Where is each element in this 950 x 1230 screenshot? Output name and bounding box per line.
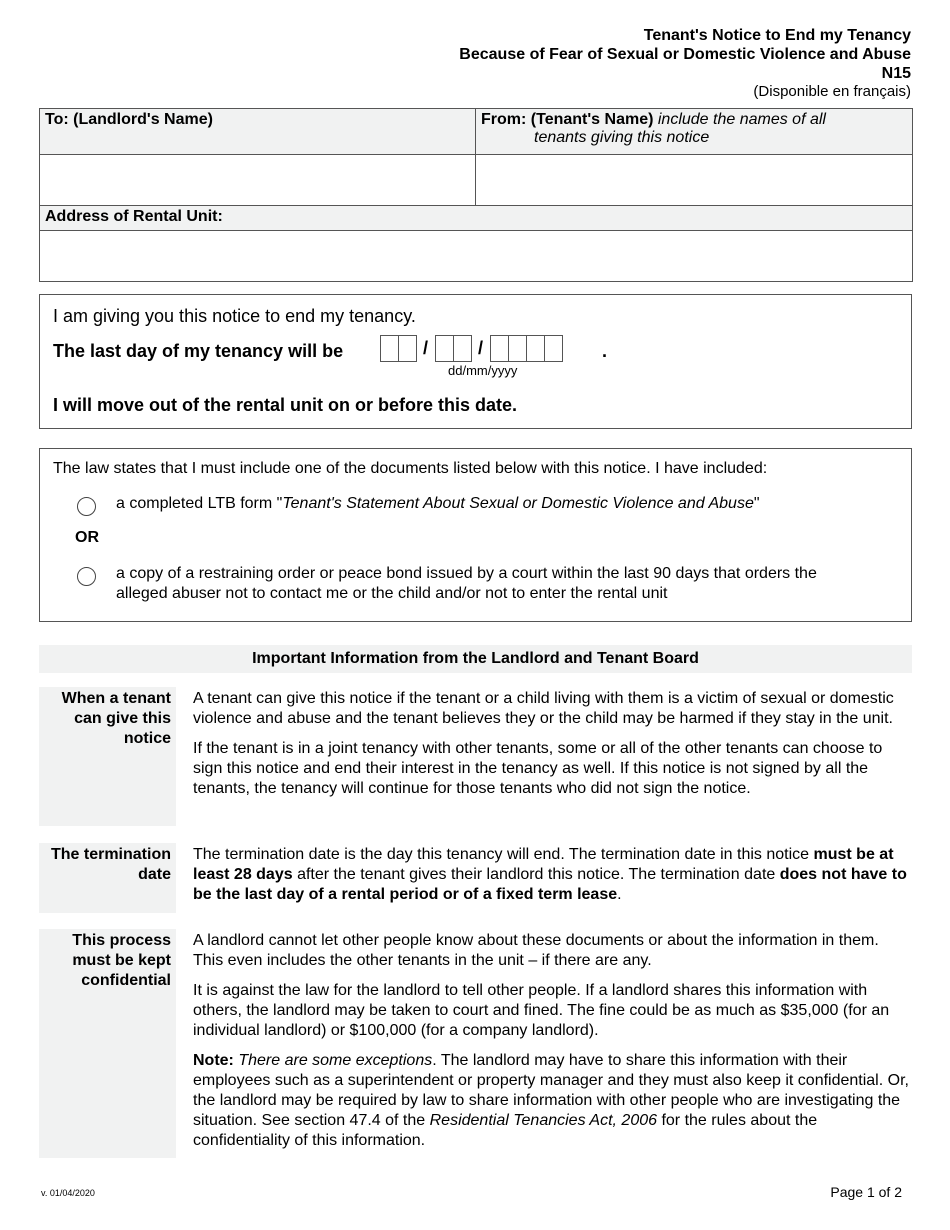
option2-radio[interactable] [77, 567, 96, 586]
section-label: When a tenant can give this notice [39, 687, 176, 826]
section-body: The termination date is the day this tenancy will end. The termination date in this notice must be at least 28 days after the tenant gives their landlord this notice. The termination date does not have to be the last day of a rental period or of a fixed term lease. [193, 846, 907, 903]
landlord-name-field[interactable] [40, 155, 476, 206]
date-separator: / [422, 338, 428, 358]
to-label: To: (Landlord's Name) [45, 111, 213, 128]
tenant-name-field[interactable] [476, 155, 913, 206]
parties-table [39, 108, 913, 282]
date-digit-box[interactable] [453, 335, 472, 362]
address-label: Address of Rental Unit: [45, 208, 223, 225]
section-label: This process must be kept confidential [39, 929, 176, 1158]
french-availability-note: (Disponible en français) [753, 83, 911, 100]
info-section-when [39, 687, 912, 826]
from-label: From: (Tenant's Name) [481, 111, 654, 128]
documents-box [39, 448, 912, 622]
form-code: N15 [881, 65, 911, 82]
date-period: . [602, 341, 608, 361]
termination-date-field[interactable] [380, 335, 562, 362]
notice-intro: I am giving you this notice to end my tenancy. [53, 306, 416, 326]
info-heading: Important Information from the Landlord and Tenant Board [39, 645, 912, 673]
date-digit-box[interactable] [435, 335, 454, 362]
date-digit-box[interactable] [508, 335, 527, 362]
option1-text: a completed LTB form "Tenant's Statement About Sexual or Domestic Violence and Abuse" [116, 495, 760, 512]
date-digit-box[interactable] [380, 335, 399, 362]
from-note-line2: tenants giving this notice [534, 129, 710, 146]
from-note-line1: include the names of all [657, 111, 826, 128]
from-label-cell [476, 109, 913, 155]
section-label: The termination date [39, 843, 176, 913]
section-body: A tenant can give this notice if the tenant or a child living with them is a victim of sexual or domestic violence and abuse and the tenant believes they or the child may be harmed if they stay in the unit. If the tenant is in a joint tenancy with other tenants, some or all of the other tenants can choose to sign this notice and end their interest in the tenancy as well. If this notice is not signed by all the tenants, the tenancy will continue for those tenants who did not sign the notice. [193, 690, 894, 797]
section-body: A landlord cannot let other people know about these documents or about the information in them. This even includes the other tenants in the unit – if there are any. It is against the law for the landlord to tell other people. If a landlord shares this information with others, the landlord may be taken to court and fined. The fine could be as much as $35,000 (for an individual landlord) or $100,000 (for a company landlord). Note: There are some exceptions. The landlord may have to share this information with their employees such as a superintendent or property manager and they must also keep it confidential. Or, the landlord may be required by law to share information with other people who are investigating the situation. See section 47.4 of the Residential Tenancies Act, 2006 for the rules about the confidentiality of this information. [193, 932, 909, 1149]
address-label-cell [40, 206, 913, 231]
to-label-cell [40, 109, 476, 155]
law-statement: The law states that I must include one of the documents listed below with this notice. I have included: [53, 460, 768, 477]
option1-radio[interactable] [77, 497, 96, 516]
or-label: OR [75, 529, 99, 546]
form-title-line1: Tenant's Notice to End my Tenancy [643, 27, 911, 44]
date-digit-box[interactable] [526, 335, 545, 362]
info-section-termination-date [39, 843, 912, 913]
move-out-statement: I will move out of the rental unit on or before this date. [53, 395, 518, 415]
option2-text: a copy of a restraining order or peace bond issued by a court within the last 90 days that orders the alleged abuser not to contact me or the child and/or not to enter the rental unit [116, 565, 817, 602]
date-format-hint: dd/mm/yyyy [448, 363, 518, 378]
form-header [459, 26, 911, 101]
date-digit-box[interactable] [398, 335, 417, 362]
option1-form-name: Tenant's Statement About Sexual or Domestic Violence and Abuse [282, 495, 754, 512]
date-digit-box[interactable] [490, 335, 509, 362]
form-version: v. 01/04/2020 [41, 1188, 95, 1198]
date-separator: / [477, 338, 483, 358]
last-day-label: The last day of my tenancy will be [53, 341, 344, 361]
form-title-line2: Because of Fear of Sexual or Domestic Violence and Abuse [459, 46, 911, 63]
rental-address-field[interactable] [40, 231, 913, 282]
info-section-confidential [39, 929, 912, 1158]
termination-box [39, 294, 912, 429]
date-digit-box[interactable] [544, 335, 563, 362]
page-number: Page 1 of 2 [830, 1184, 902, 1200]
